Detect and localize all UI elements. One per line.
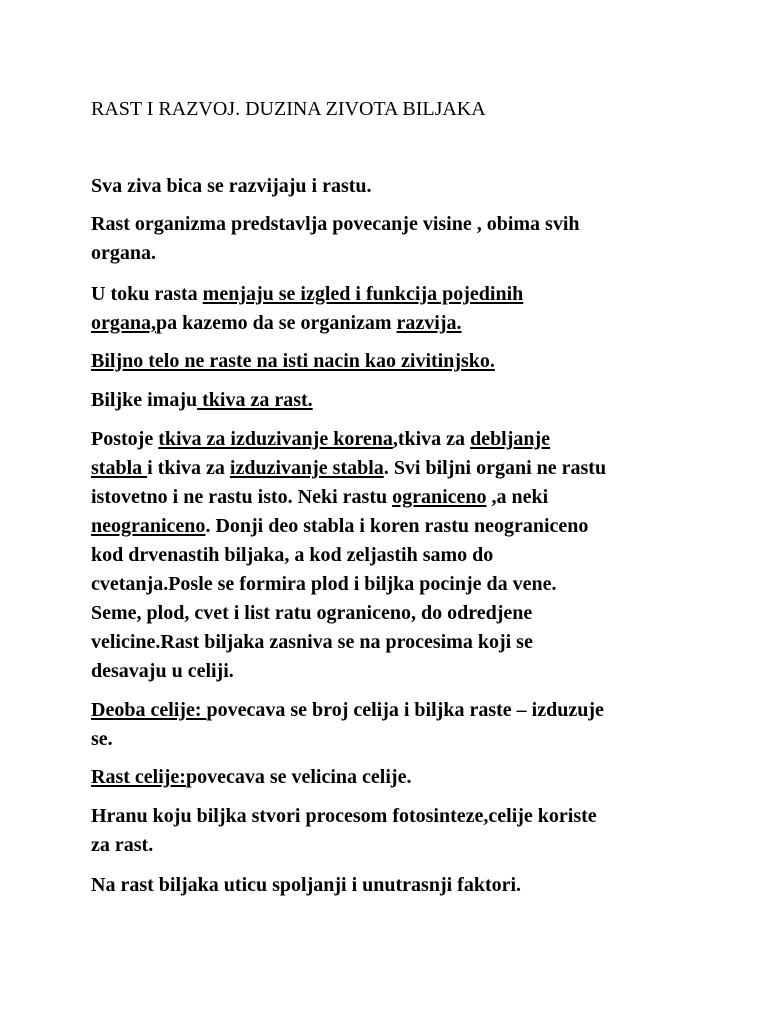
text-run: Hranu koju biljka stvori procesom fotosinteze,celije koriste <box>91 805 597 827</box>
paragraph-1 <box>91 172 691 201</box>
text-line <box>91 483 691 512</box>
text-line <box>91 657 691 686</box>
text-run: Rast organizma predstavlja povecanje visine , obima svih <box>91 213 580 235</box>
text-line <box>91 512 691 541</box>
underlined-term: Deoba celije: <box>91 699 207 721</box>
text-line <box>91 541 691 570</box>
text-line <box>91 802 691 831</box>
paragraph-5 <box>91 386 691 415</box>
underlined-term: tkiva za rast. <box>197 389 313 411</box>
text-run: desavaju u celiji. <box>91 660 234 682</box>
underlined-term: Rast celije: <box>91 766 186 788</box>
text-line <box>91 696 691 725</box>
text-run: se. <box>91 728 113 750</box>
paragraph-6 <box>91 425 691 686</box>
page-title <box>91 95 691 124</box>
text-line <box>91 599 691 628</box>
text-line <box>91 386 691 415</box>
text-run: velicine.Rast biljaka zasniva se na procesima koji se <box>91 631 533 653</box>
underlined-term: debljanje <box>470 428 551 450</box>
text-run: . Svi biljni organi ne rastu <box>383 457 607 479</box>
text-run: U toku rasta <box>91 283 203 305</box>
text-line <box>91 425 691 454</box>
paragraph-9 <box>91 802 691 860</box>
text-run: Biljke imaju <box>91 389 198 411</box>
paragraph-2 <box>91 210 691 268</box>
text-run: organa. <box>91 242 156 264</box>
text-run: Postoje <box>91 428 159 450</box>
text-line <box>91 210 691 239</box>
text-run: za rast. <box>91 834 154 856</box>
text-run: . Donji deo stabla i koren rastu neograniceno <box>205 515 589 537</box>
text-run: cvetanja.Posle se formira plod i biljka pocinje da vene. <box>91 573 557 595</box>
underlined-term: razvija. <box>396 312 462 334</box>
text-run: povecava se velicina celije. <box>185 766 412 788</box>
underlined-term: tkiva za izduzivanje korena <box>158 428 393 450</box>
text-run: ,tkiva za <box>392 428 471 450</box>
text-run: i tkiva za <box>147 457 230 479</box>
text-line <box>91 871 691 900</box>
text-run: ,a neki <box>486 486 549 508</box>
underlined-term: neograniceno <box>91 515 206 537</box>
paragraph-4 <box>91 347 691 376</box>
paragraph-10 <box>91 871 691 900</box>
text-line <box>91 725 691 754</box>
text-line <box>91 454 691 483</box>
text-line <box>91 831 691 860</box>
text-run: Na rast biljaka uticu spoljanji i unutrasnji faktori. <box>91 874 522 896</box>
text-line <box>91 570 691 599</box>
underlined-term: izduzivanje stabla <box>229 457 384 479</box>
text-run: pa kazemo da se organizam <box>156 312 397 334</box>
text-run: Sva ziva bica se razvijaju i rastu. <box>91 175 372 197</box>
underlined-term: organa, <box>91 312 156 334</box>
underlined-term: menjaju se izgled i funkcija pojedinih <box>202 283 524 305</box>
text-run: povecava se broj celija i biljka raste – izduzuje <box>206 699 604 721</box>
text-line <box>91 309 691 338</box>
text-line <box>91 239 691 268</box>
text-line <box>91 628 691 657</box>
text-run: kod drvenastih biljaka, a kod zeljastih samo do <box>91 544 494 566</box>
paragraph-8 <box>91 763 691 792</box>
underlined-term: stabla <box>91 457 148 479</box>
text-line <box>91 347 691 376</box>
paragraph-7 <box>91 696 691 754</box>
text-run: Seme, plod, cvet i list ratu ograniceno, do odredjene <box>91 602 533 624</box>
text-line <box>91 172 691 201</box>
text-run: istovetno i ne rastu isto. Neki rastu <box>91 486 393 508</box>
text-line <box>91 763 691 792</box>
underlined-term: Biljno telo ne raste na isti nacin kao zivitinjsko. <box>91 350 495 372</box>
text-line <box>91 280 691 309</box>
paragraph-3 <box>91 280 691 338</box>
underlined-term: ograniceno <box>392 486 487 508</box>
title-text: RAST I RAZVOJ. DUZINA ZIVOTA BILJAKA <box>91 98 486 120</box>
